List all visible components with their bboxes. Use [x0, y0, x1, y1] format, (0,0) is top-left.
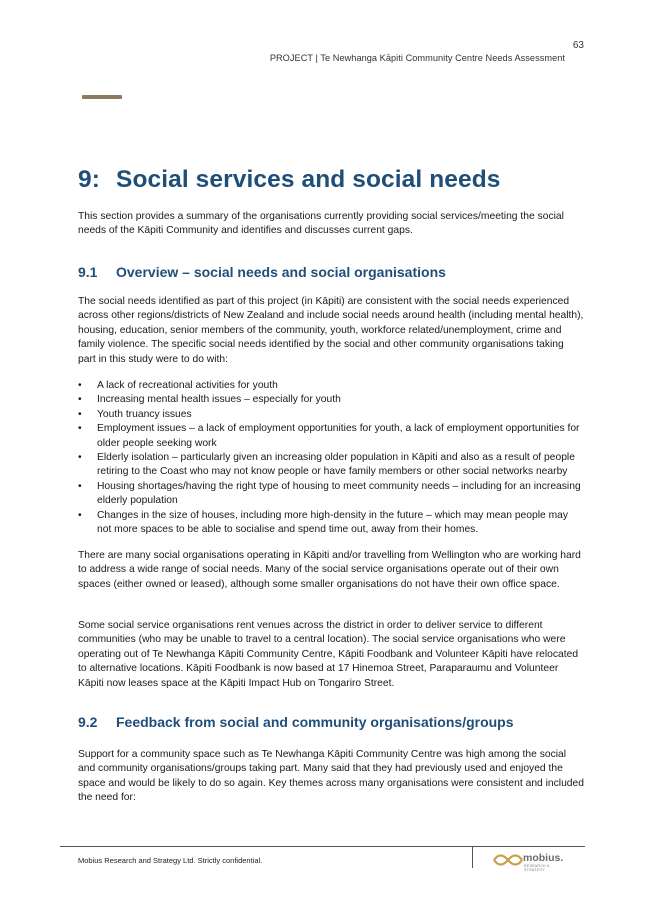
section-title: Overview – social needs and social organisations [116, 264, 446, 280]
section-number: 9.2 [78, 714, 98, 730]
mobius-logo-icon [492, 853, 524, 867]
logo-tagline: RESEARCH & STRATEGY [524, 864, 550, 872]
paragraph: Support for a community space such as Te Newhanga Kāpiti Community Centre was high among the social and community organisations/groups taking part. Many said that they had previously used and enjoyed the space and would be likely to do so again. Key themes across many organisations were consistent and included the need for: [78, 749, 584, 804]
bullet-icon: • [78, 423, 82, 435]
bullet-icon: • [78, 394, 82, 406]
footer-rule [60, 846, 585, 847]
paragraph: There are many social organisations operating in Kāpiti and/or travelling from Wellington who are working hard to address a wide range of social needs. Many of the social service organisations operate out of their own spaces (either owned or leased), although some smaller organisations do not have their own office space. [78, 550, 581, 590]
list-item: • Youth truancy issues [78, 408, 584, 422]
list-item: • Increasing mental health issues – especially for youth [78, 393, 584, 407]
list-item: • Housing shortages/having the right type of housing to meet community needs – including for an increasing elderly population [78, 480, 581, 507]
section-number: 9.1 [78, 264, 98, 280]
section-9-1-para-3 [78, 619, 584, 691]
footer-confidential: Mobius Research and Strategy Ltd. Strictly confidential. [78, 856, 263, 865]
list-item: • Elderly isolation – particularly given an increasing older population in Kāpiti and also as a result of people retiring to the Coast who may not know people or have family members or other social networks nearby [78, 452, 575, 478]
list-item: • Employment issues – a lack of employment opportunities for youth, a lack of employment opportunities for older people seeking work [78, 423, 580, 449]
bullet-icon: • [78, 452, 82, 464]
paragraph: Some social service organisations rent venues across the district in order to deliver service to different communities (who may be unable to travel to a central location). The social service organisations who were operating out of Te Newhanga Kāpiti Community Centre, Kāpiti Foodbank and Volunteer Kāpiti have relocated to alternative locations. Kāpiti Foodbank is now based at 17 Hinemoa Street, Paraparaumu and Volunteer Kāpiti now leases space at the Kāpiti Impact Hub on Tongariro Street. [78, 620, 579, 689]
chapter-intro [78, 210, 584, 239]
bullet-icon: • [78, 509, 82, 521]
footer-divider [472, 846, 473, 868]
section-heading-9-2 [78, 714, 514, 730]
bullet-icon: • [78, 380, 82, 391]
section-9-2-intro [78, 748, 584, 806]
chapter-title-text: Social services and social needs [116, 166, 501, 193]
social-needs-list [78, 379, 584, 537]
chapter-title [78, 166, 501, 194]
chapter-number: 9: [78, 166, 100, 193]
running-header: PROJECT | Te Newhanga Kāpiti Community Centre Needs Assessment [269, 53, 565, 63]
intro-paragraph: This section provides a summary of the organisations currently providing social services/meeting the social needs of the Kāpiti Community and identifies and discusses current gaps. [78, 211, 564, 237]
list-item: • A lack of recreational activities for youth [78, 379, 584, 393]
mobius-logo [492, 852, 572, 870]
list-item: • Changes in the size of houses, including more high-density in the future – which may mean people may not more spaces to be able to socialise and spend time out, away from their homes. [78, 509, 569, 536]
paragraph: The social needs identified as part of this project (in Kāpiti) are consistent with the social needs experienced across other regions/districts of New Zealand and include social needs around health (including mental health), housing, education, senior members of the community, youth, workforce related/unemployment, crime and family violence. The specific social needs identified by the social and other community organisations taking part in this study were to do with: [78, 296, 584, 365]
section-9-1-para-2 [78, 549, 584, 592]
section-heading-9-1 [78, 264, 446, 280]
page-number: 63 [572, 40, 584, 51]
bullet-icon: • [78, 408, 82, 420]
logo-wordmark: mobius. [523, 852, 564, 864]
bullet-icon: • [78, 480, 82, 492]
section-9-1-intro [78, 295, 584, 367]
section-title: Feedback from social and community organisations/groups [116, 714, 514, 730]
accent-bar [82, 95, 122, 99]
